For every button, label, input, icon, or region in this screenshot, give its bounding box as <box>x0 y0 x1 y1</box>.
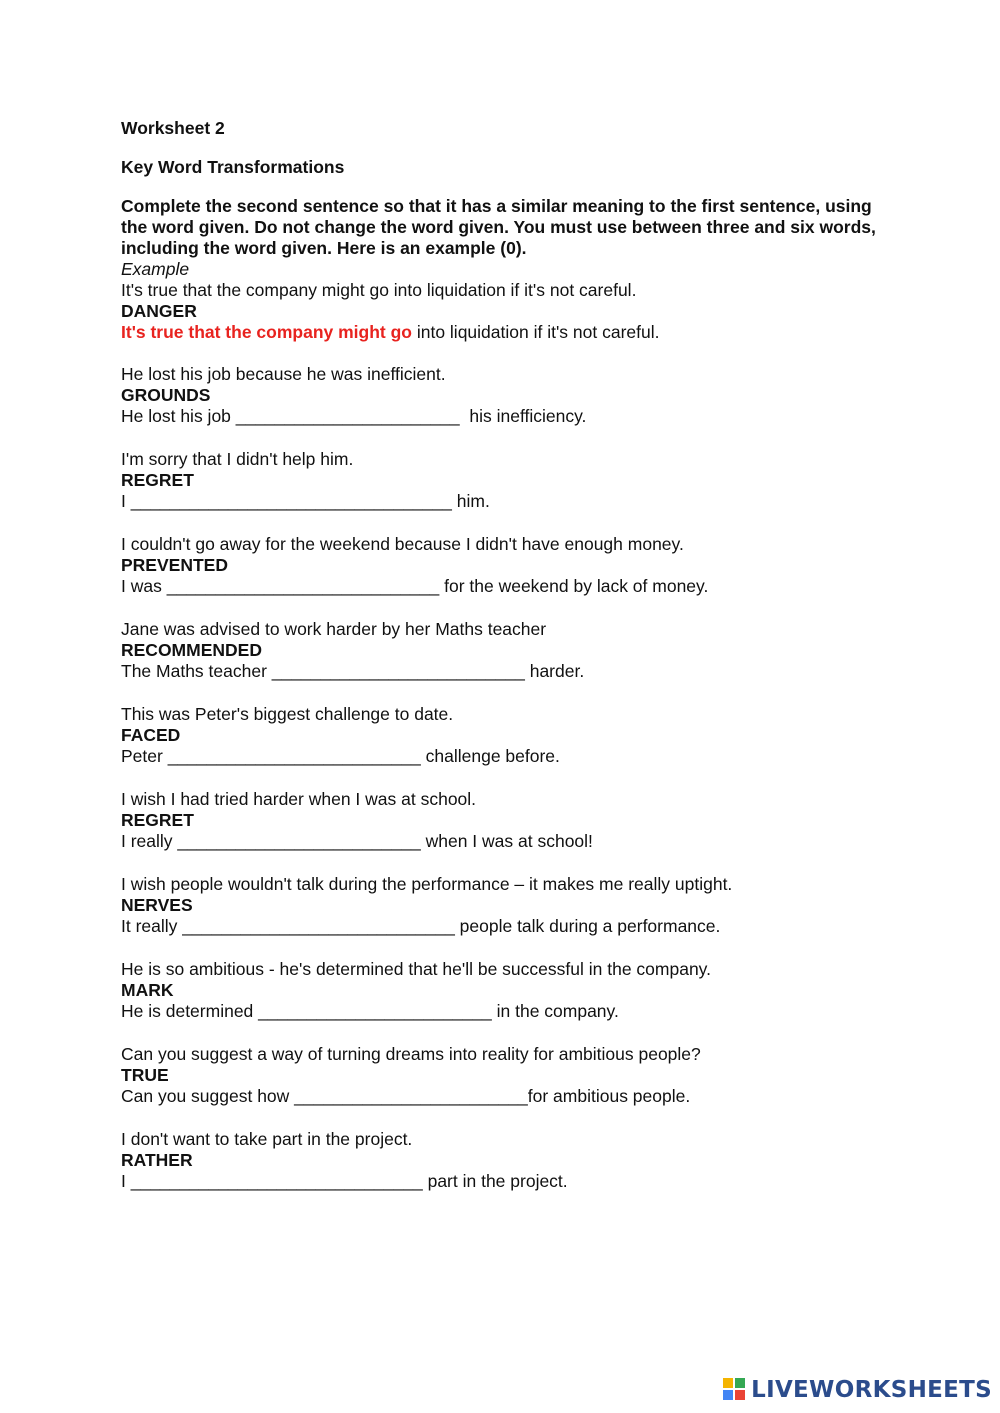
answer-blank[interactable]: __________________________ <box>271 661 525 681</box>
liveworksheets-logo-icon <box>723 1378 747 1402</box>
answer-suffix: him. <box>451 491 490 511</box>
answer-blank[interactable]: ______________________________ <box>130 1171 423 1191</box>
question-keyword: NERVES <box>121 895 193 915</box>
question-original: I don't want to take part in the project. <box>121 1129 413 1149</box>
answer-suffix: people talk during a performance. <box>454 916 721 936</box>
question-answer-line <box>121 831 901 852</box>
question-answer-line <box>121 576 901 597</box>
answer-suffix: his inefficiency. <box>459 406 587 426</box>
example-block <box>121 259 901 343</box>
answer-blank[interactable]: _________________________ <box>177 831 421 851</box>
question-item <box>121 704 901 767</box>
answer-prefix: It really <box>121 916 183 936</box>
question-original: I wish I had tried harder when I was at school. <box>121 789 477 809</box>
question-original: I couldn't go away for the weekend because I didn't have enough money. <box>121 534 684 554</box>
question-keyword: RATHER <box>121 1150 193 1170</box>
liveworksheets-logo-text: LIVEWORKSHEETS <box>751 1377 992 1403</box>
answer-prefix: He lost his job <box>121 406 236 426</box>
question-original: He is so ambitious - he's determined that he'll be successful in the company. <box>121 959 711 979</box>
question-answer-line <box>121 1001 901 1022</box>
example-keyword: DANGER <box>121 301 197 321</box>
question-answer-line <box>121 916 901 937</box>
logo-square <box>735 1378 745 1388</box>
question-keyword: TRUE <box>121 1065 169 1085</box>
answer-blank[interactable]: _______________________ <box>235 406 460 426</box>
logo-square <box>735 1390 745 1400</box>
worksheet <box>121 118 901 1192</box>
question-keyword: MARK <box>121 980 174 1000</box>
question-answer-line <box>121 746 901 767</box>
question-item <box>121 1044 901 1107</box>
answer-blank[interactable]: _________________________________ <box>130 491 452 511</box>
question-keyword: PREVENTED <box>121 555 228 575</box>
question-item <box>121 449 901 512</box>
question-answer-line <box>121 406 901 427</box>
question-original: He lost his job because he was inefficient. <box>121 364 446 384</box>
question-item <box>121 619 901 682</box>
question-item <box>121 364 901 427</box>
answer-blank[interactable]: ____________________________ <box>166 576 440 596</box>
question-list <box>121 364 901 1192</box>
answer-prefix: Peter <box>121 746 168 766</box>
question-item <box>121 534 901 597</box>
liveworksheets-logo <box>723 1377 992 1403</box>
question-original: Jane was advised to work harder by her Maths teacher <box>121 619 547 639</box>
answer-blank[interactable]: __________________________ <box>167 746 421 766</box>
question-keyword: FACED <box>121 725 181 745</box>
answer-suffix: for the weekend by lack of money. <box>439 576 709 596</box>
question-original: Can you suggest a way of turning dreams into reality for ambitious people? <box>121 1044 701 1064</box>
answer-prefix: I <box>121 1171 131 1191</box>
question-item <box>121 789 901 852</box>
answer-blank[interactable]: ________________________ <box>294 1086 528 1106</box>
answer-suffix: part in the project. <box>422 1171 568 1191</box>
example-answer <box>121 322 901 343</box>
question-answer-line <box>121 1171 901 1192</box>
answer-prefix: Can you suggest how <box>121 1086 295 1106</box>
answer-prefix: The Maths teacher <box>121 661 272 681</box>
instructions: Complete the second sentence so that it has a similar meaning to the first sentence, using the word given. Do not change the word given. You must use between three and six words, including the word given. Here is an example (0). <box>121 196 876 258</box>
question-answer-line <box>121 1086 901 1107</box>
question-original: I'm sorry that I didn't help him. <box>121 449 354 469</box>
question-original: I wish people wouldn't talk during the performance – it makes me really uptight. <box>121 874 733 894</box>
worksheet-subtitle: Key Word Transformations <box>121 157 345 177</box>
question-keyword: RECOMMENDED <box>121 640 262 660</box>
answer-blank[interactable]: ____________________________ <box>182 916 455 936</box>
answer-suffix: challenge before. <box>420 746 560 766</box>
answer-suffix: when I was at school! <box>420 831 593 851</box>
answer-blank[interactable]: ________________________ <box>258 1001 492 1021</box>
answer-prefix: I <box>121 491 131 511</box>
question-item <box>121 874 901 937</box>
question-original: This was Peter's biggest challenge to date. <box>121 704 454 724</box>
question-answer-line <box>121 661 901 682</box>
logo-square <box>723 1378 733 1388</box>
question-keyword: REGRET <box>121 470 194 490</box>
answer-suffix: for ambitious people. <box>527 1086 691 1106</box>
answer-suffix: harder. <box>524 661 585 681</box>
question-keyword: REGRET <box>121 810 194 830</box>
worksheet-title: Worksheet 2 <box>121 118 225 138</box>
answer-prefix: I was <box>121 576 167 596</box>
answer-prefix: He is determined <box>121 1001 259 1021</box>
answer-prefix: I really <box>121 831 178 851</box>
example-label: Example <box>121 259 190 279</box>
example-answer-highlight: It's true that the company might go <box>121 322 412 342</box>
question-item <box>121 1129 901 1192</box>
answer-suffix: in the company. <box>491 1001 619 1021</box>
example-answer-rest: into liquidation if it's not careful. <box>411 322 660 342</box>
question-answer-line <box>121 491 901 512</box>
logo-square <box>723 1390 733 1400</box>
question-keyword: GROUNDS <box>121 385 211 405</box>
question-item <box>121 959 901 1022</box>
example-original: It's true that the company might go into liquidation if it's not careful. <box>121 280 637 300</box>
